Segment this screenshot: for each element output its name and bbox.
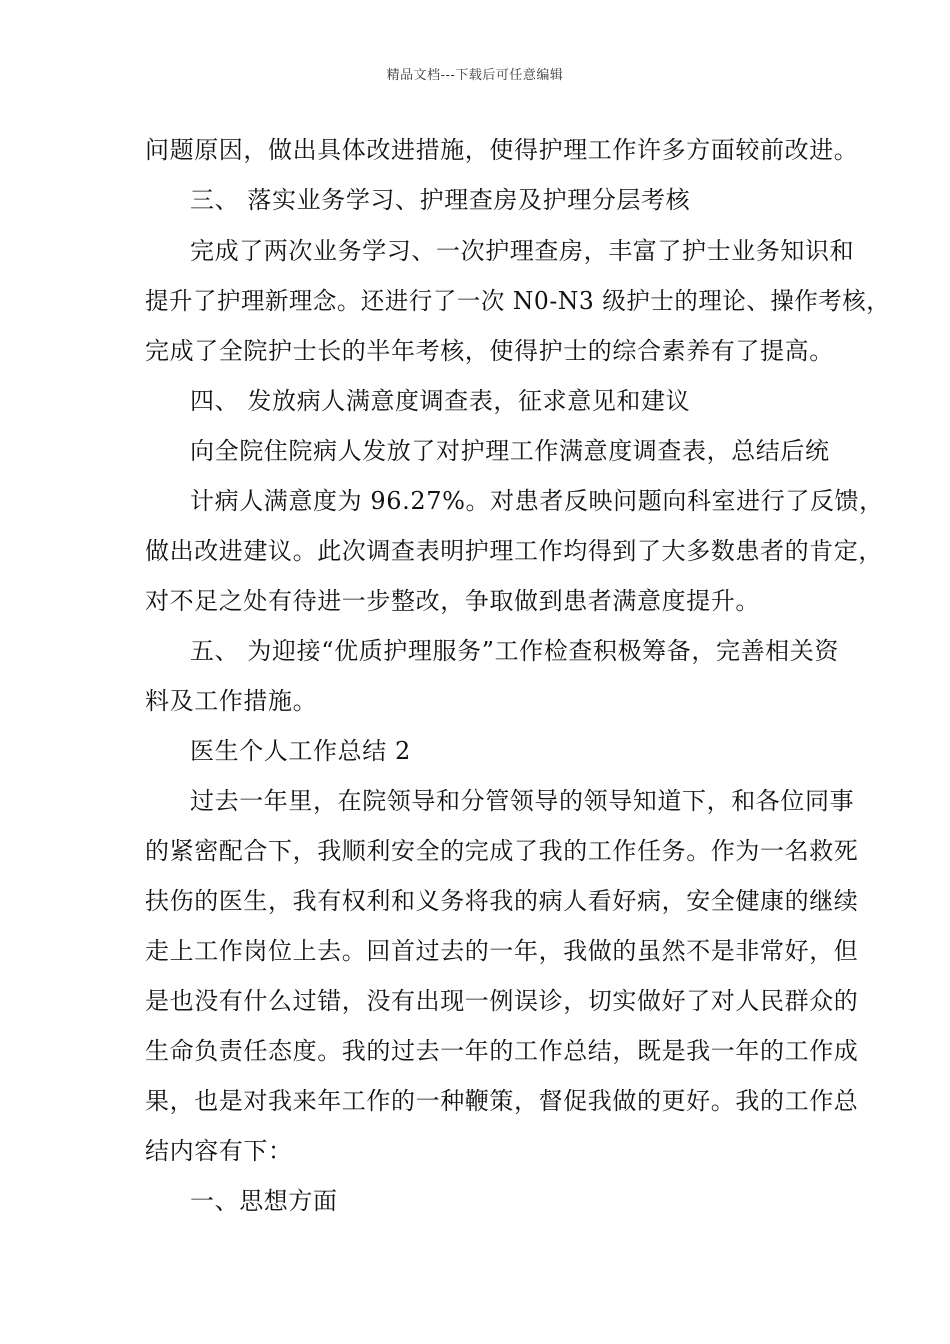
section-heading: 三、 落实业务学习、护理查房及护理分层考核 (190, 186, 691, 214)
text-line: 的紧密配合下，我顺利安全的完成了我的工作任务。作为一名救死 (145, 837, 859, 865)
text-line: 完成了全院护士长的半年考核，使得护士的综合素养有了提高。 (145, 337, 834, 365)
text-line: 结内容有下： (145, 1137, 293, 1165)
text-line: 果，也是对我来年工作的一种鞭策，督促我做的更好。我的工作总 (145, 1087, 859, 1115)
text-line: 是也没有什么过错，没有出现一例误诊，切实做好了对人民群众的 (145, 987, 859, 1015)
section-heading: 四、 发放病人满意度调查表，征求意见和建议 (190, 387, 691, 415)
text-line: 料及工作措施。 (145, 687, 318, 715)
text-line: 向全院住院病人发放了对护理工作满意度调查表，总结后统 (190, 437, 830, 465)
text-line: 对不足之处有待进一步整改，争取做到患者满意度提升。 (145, 587, 760, 615)
document-subtitle: 医生个人工作总结 2 (190, 737, 411, 765)
section-heading: 五、 为迎接“优质护理服务”工作检查积极筹备，完善相关资 (190, 637, 839, 665)
text-line: 完成了两次业务学习、一次护理查房，丰富了护士业务知识和 (190, 237, 855, 265)
section-heading: 一、思想方面 (190, 1187, 338, 1215)
text-line: 走上工作岗位上去。回首过去的一年，我做的虽然不是非常好，但 (145, 937, 859, 965)
text-line: 计病人满意度为 96.27%。对患者反映问题向科室进行了反馈， (190, 487, 884, 515)
text-line: 过去一年里，在院领导和分管领导的领导知道下，和各位同事 (190, 787, 855, 815)
text-line: 扶伤的医生，我有权利和义务将我的病人看好病，安全健康的继续 (145, 887, 859, 915)
page-header: 精品文档---下载后可任意编辑 (386, 68, 564, 83)
text-line: 做出改进建议。此次调查表明护理工作均得到了大多数患者的肯定， (145, 537, 883, 565)
text-line: 生命负责任态度。我的过去一年的工作总结，既是我一年的工作成 (145, 1037, 859, 1065)
text-line: 提升了护理新理念。还进行了一次 N0-N3 级护士的理论、操作考核， (145, 287, 891, 315)
text-line: 问题原因，做出具体改进措施，使得护理工作许多方面较前改进。 (145, 136, 859, 164)
